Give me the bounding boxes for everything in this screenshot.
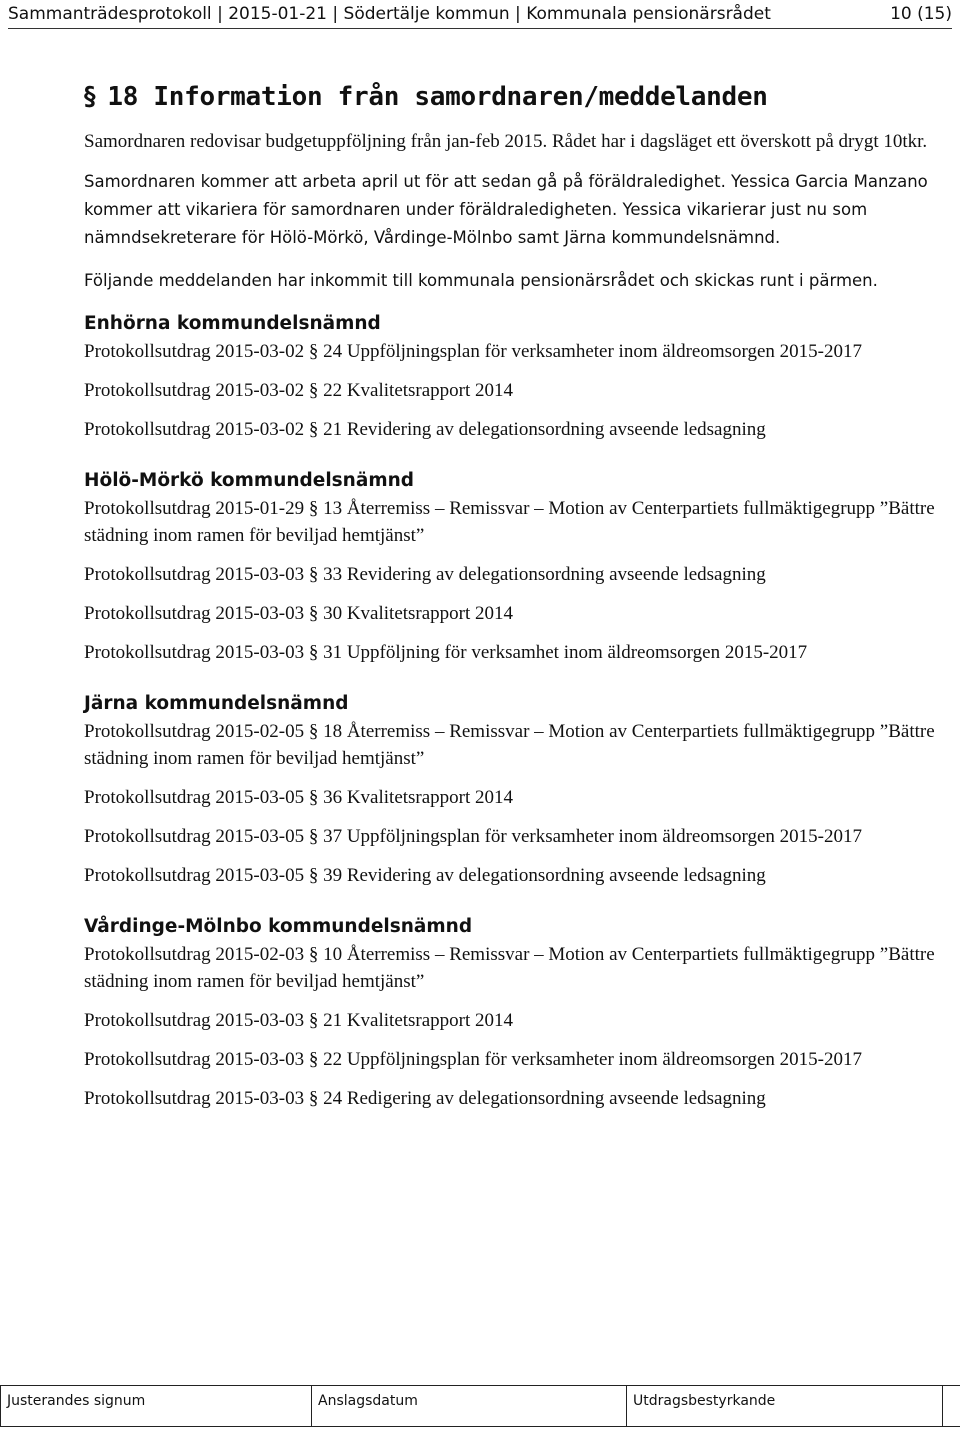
section-symbol: §	[308, 498, 319, 519]
message-text: 22 Uppföljningsplan för verksamheter inom äldreomsorgen 2015-2017	[323, 1049, 863, 1070]
message-item	[84, 600, 952, 627]
message-item	[84, 941, 952, 995]
section-symbol: §	[308, 564, 319, 585]
message-text: 10 Återremiss – Remissvar – Motion av Centerpartiets fullmäktigegrupp ”Bättre städning inom ramen för beviljad hemtjänst”	[84, 944, 935, 992]
message-prefix: Protokollsutdrag 2015-03-02	[84, 419, 305, 440]
committee-heading: Järna kommundelsnämnd	[84, 693, 349, 714]
message-item	[84, 1085, 952, 1112]
message-prefix: Protokollsutdrag 2015-03-05	[84, 826, 305, 847]
section-symbol: §	[308, 603, 319, 624]
message-item	[84, 561, 952, 588]
message-item	[84, 416, 952, 443]
committee-heading: Vårdinge-Mölnbo kommundelsnämnd	[84, 916, 473, 937]
paragraph-budget: Samordnaren redovisar budgetuppföljning från jan-feb 2015. Rådet har i dagsläget ett överskott på drygt 10tkr.	[84, 131, 928, 152]
section-symbol: §	[82, 82, 98, 112]
section-symbol: §	[308, 1010, 319, 1031]
footer-certification: Utdragsbestyrkande	[627, 1386, 943, 1426]
message-item	[84, 495, 952, 549]
message-item	[84, 1007, 952, 1034]
message-prefix: Protokollsutdrag 2015-03-03	[84, 564, 305, 585]
section-title-text: 18 Information från samordnaren/meddelanden	[107, 82, 768, 112]
message-prefix: Protokollsutdrag 2015-03-03	[84, 1088, 305, 1109]
message-item	[84, 784, 952, 811]
section-symbol: §	[308, 1088, 319, 1109]
message-text: 31 Uppföljning för verksamhet inom äldreomsorgen 2015-2017	[323, 642, 808, 663]
message-prefix: Protokollsutdrag 2015-03-03	[84, 1049, 305, 1070]
message-prefix: Protokollsutdrag 2015-03-02	[84, 380, 305, 401]
committee-block	[84, 913, 952, 1112]
message-prefix: Protokollsutdrag 2015-01-29	[84, 498, 305, 519]
paragraph-messages-intro: Följande meddelanden har inkommit till kommunala pensionärsrådet och skickas runt i pärmen.	[84, 271, 878, 290]
section-symbol: §	[308, 419, 319, 440]
committee-block	[84, 690, 952, 889]
message-text: 33 Revidering av delegationsordning avseende ledsagning	[323, 564, 766, 585]
message-text: 21 Revidering av delegationsordning avseende ledsagning	[323, 419, 766, 440]
document-body	[84, 82, 952, 1124]
message-text: 22 Kvalitetsrapport 2014	[323, 380, 514, 401]
footer-signum: Justerandes signum	[0, 1386, 312, 1426]
message-text: 21 Kvalitetsrapport 2014	[323, 1010, 514, 1031]
section-symbol: §	[308, 642, 319, 663]
message-prefix: Protokollsutdrag 2015-03-02	[84, 341, 305, 362]
section-title	[84, 82, 952, 112]
document-header-title: Sammanträdesprotokoll | 2015-01-21 | Södertälje kommun | Kommunala pensionärsrådet	[8, 4, 771, 24]
message-item	[84, 1046, 952, 1073]
paragraph-coordinator: Samordnaren kommer att arbeta april ut för att sedan gå på föräldraledighet. Yessica Garcia Manzano kommer att vikariera för samordnaren under föräldraledigheten. Yessica vikarierar just nu som nämndsekreterare för Hölö-Mörkö, Vårdinge-Mölnbo samt Järna kommundelsnämnd.	[84, 172, 928, 247]
message-text: 30 Kvalitetsrapport 2014	[323, 603, 514, 624]
message-item	[84, 718, 952, 772]
committee-block	[84, 467, 952, 666]
message-item	[84, 639, 952, 666]
message-prefix: Protokollsutdrag 2015-02-03	[84, 944, 305, 965]
message-prefix: Protokollsutdrag 2015-03-03	[84, 1010, 305, 1031]
message-item	[84, 338, 952, 365]
message-text: 39 Revidering av delegationsordning avseende ledsagning	[323, 865, 766, 886]
footer-posting-date: Anslagsdatum	[312, 1386, 627, 1426]
committee-heading: Hölö-Mörkö kommundelsnämnd	[84, 470, 415, 491]
message-text: 24 Uppföljningsplan för verksamheter inom äldreomsorgen 2015-2017	[323, 341, 863, 362]
section-symbol: §	[308, 865, 319, 886]
message-prefix: Protokollsutdrag 2015-03-05	[84, 865, 305, 886]
committee-heading: Enhörna kommundelsnämnd	[84, 313, 381, 334]
committee-block	[84, 310, 952, 443]
message-text: 13 Återremiss – Remissvar – Motion av Centerpartiets fullmäktigegrupp ”Bättre städning inom ramen för beviljad hemtjänst”	[84, 498, 935, 546]
message-item	[84, 823, 952, 850]
section-symbol: §	[308, 380, 319, 401]
page-number: 10 (15)	[890, 4, 952, 24]
page-header	[8, 0, 952, 29]
message-prefix: Protokollsutdrag 2015-02-05	[84, 721, 305, 742]
message-text: 37 Uppföljningsplan för verksamheter inom äldreomsorgen 2015-2017	[323, 826, 863, 847]
section-symbol: §	[308, 341, 319, 362]
message-prefix: Protokollsutdrag 2015-03-03	[84, 642, 305, 663]
section-symbol: §	[308, 826, 319, 847]
signature-footer	[0, 1385, 960, 1427]
message-text: 36 Kvalitetsrapport 2014	[323, 787, 514, 808]
section-symbol: §	[308, 944, 319, 965]
message-prefix: Protokollsutdrag 2015-03-05	[84, 787, 305, 808]
message-item	[84, 862, 952, 889]
section-symbol: §	[308, 721, 319, 742]
committee-list	[84, 310, 952, 1112]
section-symbol: §	[308, 787, 319, 808]
message-prefix: Protokollsutdrag 2015-03-03	[84, 603, 305, 624]
message-text: 24 Redigering av delegationsordning avseende ledsagning	[323, 1088, 766, 1109]
message-text: 18 Återremiss – Remissvar – Motion av Centerpartiets fullmäktigegrupp ”Bättre städning inom ramen för beviljad hemtjänst”	[84, 721, 935, 769]
message-item	[84, 377, 952, 404]
section-symbol: §	[308, 1049, 319, 1070]
